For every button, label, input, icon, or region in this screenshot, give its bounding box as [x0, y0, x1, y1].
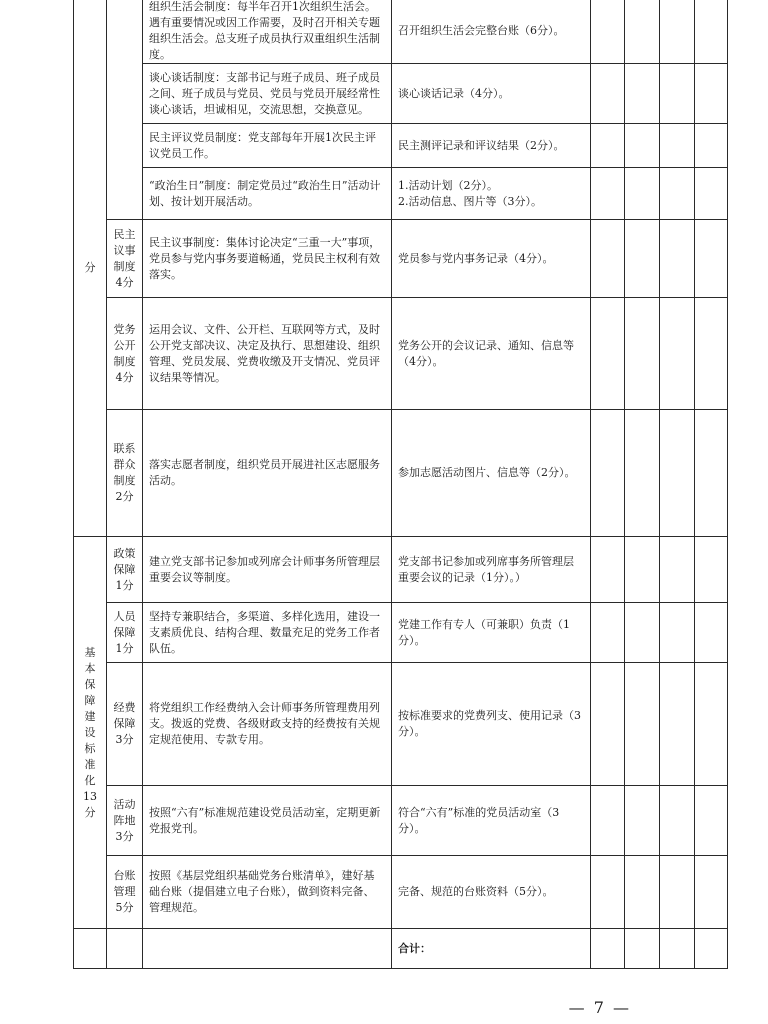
score-cell [625, 298, 660, 410]
score-cell [591, 220, 625, 298]
score-cell [695, 603, 728, 663]
table-row [74, 0, 728, 64]
score-cell [625, 929, 660, 969]
criteria-cell: 组织生活会制度：每半年召开1次组织生活会。遇有重要情况或因工作需要，及时召开相关专题组织生活会。总支班子成员执行双重组织生活制度。 [143, 0, 392, 64]
criteria-cell: 民主议事制度：集体讨论决定“三重一大”事项，党员参与党内事务要道畅通，党员民主权利有效落实。 [143, 220, 392, 298]
subcategory-cell: 人员 保障 1分 [107, 603, 143, 663]
evidence-cell: 党员参与党内事务记录（4分）。 [392, 220, 591, 298]
score-cell [695, 220, 728, 298]
score-cell [625, 663, 660, 786]
score-cell [591, 124, 625, 168]
evidence-cell: 谈心谈话记录（4分）。 [392, 64, 591, 124]
empty-cell [107, 929, 143, 969]
score-cell [695, 786, 728, 856]
criteria-cell: 坚持专兼职结合，多渠道、多样化选用，建设一支素质优良、结构合理、数量充足的党务工作者队伍。 [143, 603, 392, 663]
score-cell [625, 168, 660, 220]
score-cell [660, 856, 695, 929]
evidence-cell: 民主测评记录和评议结果（2分）。 [392, 124, 591, 168]
score-cell [625, 856, 660, 929]
score-cell [591, 537, 625, 603]
table-row [74, 124, 728, 168]
evidence-cell: 符合“六有”标准的党员活动室（3分）。 [392, 786, 591, 856]
score-cell [591, 64, 625, 124]
score-cell [660, 168, 695, 220]
score-cell [591, 786, 625, 856]
subcategory-cell: 民主 议事 制度 4分 [107, 220, 143, 298]
criteria-cell: 落实志愿者制度，组织党员开展进社区志愿服务活动。 [143, 410, 392, 537]
score-cell [625, 603, 660, 663]
score-cell [625, 786, 660, 856]
score-cell [695, 298, 728, 410]
score-cell [625, 410, 660, 537]
evidence-cell: 完备、规范的台账资料（5分）。 [392, 856, 591, 929]
score-cell [660, 929, 695, 969]
score-cell [695, 410, 728, 537]
table-row [74, 64, 728, 124]
evidence-cell: 党建工作有专人（可兼职）负责（1分）。 [392, 603, 591, 663]
score-cell [660, 298, 695, 410]
subcategory-cell: 政策 保障 1分 [107, 537, 143, 603]
score-cell [660, 220, 695, 298]
score-cell [660, 64, 695, 124]
subcategory-cell: 联系 群众 制度 2分 [107, 410, 143, 537]
empty-cell [143, 929, 392, 969]
score-cell [660, 537, 695, 603]
criteria-cell: 按照“六有”标准规范建设党员活动室，定期更新党报党刊。 [143, 786, 392, 856]
score-cell [660, 786, 695, 856]
score-cell [591, 603, 625, 663]
score-cell [660, 410, 695, 537]
score-cell [625, 537, 660, 603]
score-cell [695, 856, 728, 929]
score-cell [695, 537, 728, 603]
score-cell [695, 929, 728, 969]
criteria-cell: 运用会议、文件、公开栏、互联网等方式，及时公开党支部决议、决定及执行、思想建设、组织管理、党员发展、党费收缴及开支情况、党员评议结果等情况。 [143, 298, 392, 410]
total-label: 合计： [392, 929, 591, 969]
score-cell [695, 0, 728, 64]
table-row [74, 786, 728, 856]
table-row [74, 603, 728, 663]
table-row [74, 856, 728, 929]
evidence-line: 2.活动信息、图片等（3分）。 [398, 194, 542, 208]
criteria-cell: 民主评议党员制度：党支部每年开展1次民主评议党员工作。 [143, 124, 392, 168]
evidence-cell: 按标准要求的党费列支、使用记录（3分）。 [392, 663, 591, 786]
table-row-total [74, 929, 728, 969]
score-cell [660, 603, 695, 663]
score-cell [591, 0, 625, 64]
table-row [74, 298, 728, 410]
empty-cell [74, 929, 107, 969]
subcategory-cell: 台账 管理 5分 [107, 856, 143, 929]
table-row [74, 220, 728, 298]
score-cell [625, 0, 660, 64]
score-cell [695, 168, 728, 220]
subcategory-cell: 党务 公开 制度 4分 [107, 298, 143, 410]
score-cell [591, 663, 625, 786]
score-cell [625, 124, 660, 168]
category-cell-top: 分 [74, 0, 107, 537]
page-number: — 7 — [568, 998, 631, 1017]
subcategory-cell: 经费 保障 3分 [107, 663, 143, 786]
score-cell [591, 856, 625, 929]
score-cell [591, 298, 625, 410]
evidence-cell [392, 168, 591, 220]
table-row [74, 410, 728, 537]
score-cell [695, 124, 728, 168]
score-cell [695, 663, 728, 786]
score-cell [660, 124, 695, 168]
evidence-cell: 参加志愿活动图片、信息等（2分）。 [392, 410, 591, 537]
score-cell [625, 220, 660, 298]
criteria-cell: 建立党支部书记参加或列席会计师事务所管理层重要会议等制度。 [143, 537, 392, 603]
score-cell [591, 168, 625, 220]
subcategory-cell-empty [107, 0, 143, 220]
score-cell [591, 929, 625, 969]
table-row [74, 537, 728, 603]
criteria-cell: 谈心谈话制度：支部书记与班子成员、班子成员之间、班子成员与党员、党员与党员开展经常性谈心谈话，坦诚相见，交流思想，交换意见。 [143, 64, 392, 124]
evidence-cell: 党务公开的会议记录、通知、信息等（4分）。 [392, 298, 591, 410]
score-cell [625, 64, 660, 124]
subcategory-cell: 活动 阵地 3分 [107, 786, 143, 856]
score-cell [660, 0, 695, 64]
table-row [74, 168, 728, 220]
category-cell-basic-guarantee: 基 本 保 障 建 设 标 准 化 13 分 [74, 537, 107, 929]
evidence-cell: 召开组织生活会完整台账（6分）。 [392, 0, 591, 64]
evidence-cell: 党支部书记参加或列席事务所管理层重要会议的记录（1分）。） [392, 537, 591, 603]
scoring-table [73, 0, 728, 969]
table-row [74, 663, 728, 786]
criteria-cell: “政治生日”制度：制定党员过“政治生日”活动计划、按计划开展活动。 [143, 168, 392, 220]
score-cell [591, 410, 625, 537]
criteria-cell: 按照《基层党组织基础党务台账清单》，建好基础台账（提倡建立电子台账），做到资料完备、管理规范。 [143, 856, 392, 929]
criteria-cell: 将党组织工作经费纳入会计师事务所管理费用列支。拨返的党费、各级财政支持的经费按有关规定规范使用、专款专用。 [143, 663, 392, 786]
score-cell [660, 663, 695, 786]
evidence-line: 1.活动计划（2分）。 [398, 178, 498, 192]
score-cell [695, 64, 728, 124]
